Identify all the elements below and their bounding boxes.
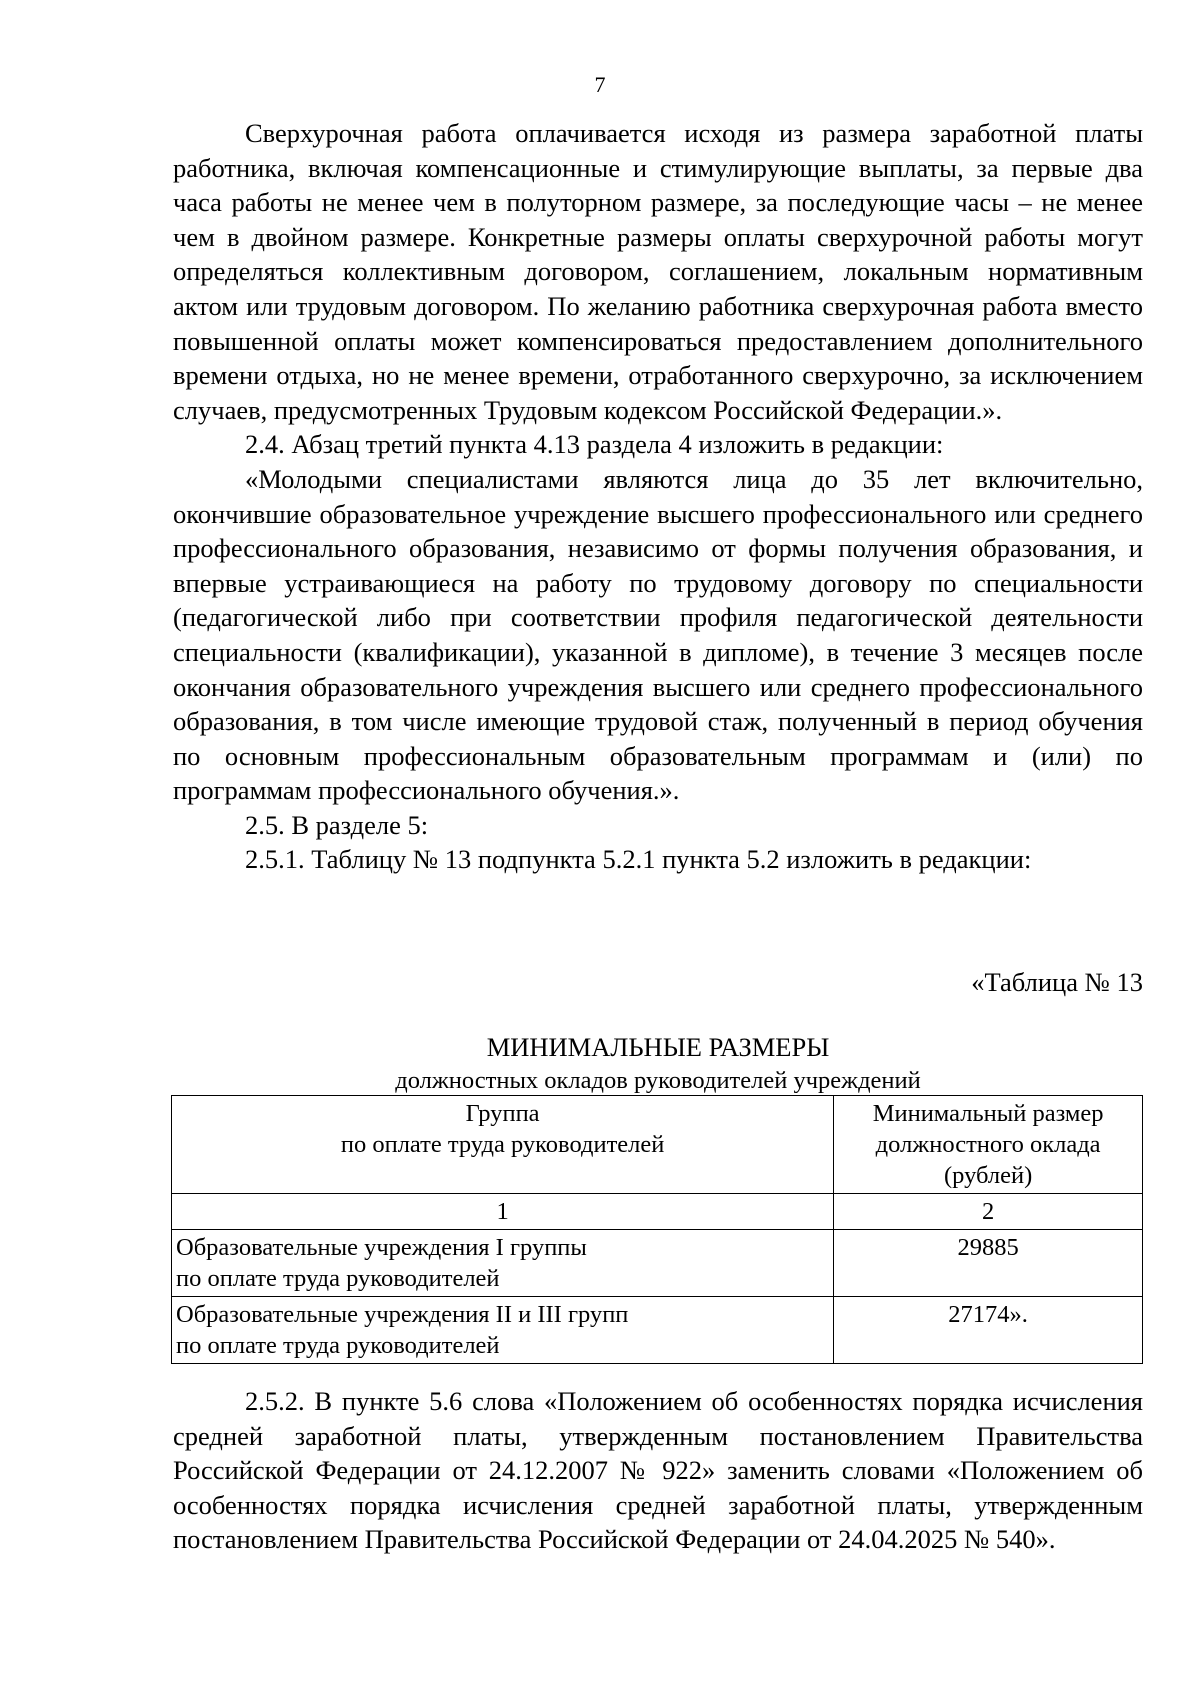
header-salary-line-3: (рублей) — [943, 1162, 1033, 1189]
group-label-line-2: по оплате труда руководителей — [176, 1332, 500, 1359]
paragraph-overtime: Сверхурочная работа оплачивается исходя из размера заработной платы работника, включая компенсационные и стимулирующие выплаты, за первые два часа работы не менее чем в полуторном размере, за последующие часы – не менее чем в двойном размере. Конкретные размеры оплаты сверхурочной работы могут определяться коллективным договором, соглашением, локальным нормативным актом или трудовым договором. По желанию работника сверхурочная работа вместо повышенной оплаты может компенсироваться предоставлением дополнительного времени отдыха, но не менее времени, отработанного сверхурочно, за исключением случаев, предусмотренных Трудовым кодексом Российской Федерации.». — [173, 118, 1143, 425]
table-reference-label: «Таблица № 13 — [971, 967, 1143, 997]
salary-table — [171, 1095, 1143, 1364]
header-salary-line-2: должностного оклада — [875, 1131, 1101, 1158]
paragraph-item-2-4: 2.4. Абзац третий пункта 4.13 раздела 4 изложить в редакции: — [245, 429, 944, 460]
header-salary-line-1: Минимальный размер — [872, 1100, 1104, 1127]
table-row — [172, 1230, 1143, 1297]
group-label-line-1: Образовательные учреждения II и III групп — [176, 1301, 629, 1328]
page-number: 7 — [594, 72, 606, 97]
group-label-line-2: по оплате труда руководителей — [176, 1265, 500, 1292]
table-header-row — [172, 1096, 1143, 1194]
salary-value-cell: 27174». — [834, 1297, 1143, 1364]
paragraph-young-specialists: «Молодыми специалистами являются лица до 35 лет включительно, окончившие образовательное учреждение высшего профессионального или среднего профессионального образования, независимо от формы получения образования, и впервые устраивающиеся на работу по трудовому договору по специальности (педагогической либо при соответствии профиля педагогической деятельности специальности (квалификации), указанной в дипломе), в течение 3 месяцев после окончания образовательного учреждения высшего или среднего профессионального образования, в том числе имеющие трудовой стаж, полученный в период обучения по основным профессиональным образовательным программам и (или) по программам профессионального обучения.». — [173, 463, 1143, 806]
table-column-numbers-row — [172, 1194, 1143, 1230]
header-group-line-1: Группа — [465, 1100, 540, 1127]
group-label-line-1: Образовательные учреждения I группы — [176, 1234, 587, 1261]
header-cell-min-salary — [834, 1096, 1143, 1194]
group-cell — [172, 1297, 834, 1364]
paragraph-item-2-5: 2.5. В разделе 5: — [245, 809, 429, 840]
body-text-bottom — [173, 1384, 1143, 1557]
paragraph-item-2-5-2: 2.5.2. В пункте 5.6 слова «Положением об особенностях порядка исчисления средней заработной платы, утвержденным постановлением Правительства Российской Федерации от 24.12.2007 № 922» заменить словами «Положением об особенностях порядка исчисления средней заработной платы, утвержденным постановлением Правительства Российской Федерации от 24.04.2025 № 540». — [173, 1386, 1143, 1555]
table-subtitle: должностных окладов руководителей учреждений — [395, 1067, 921, 1094]
column-number-1: 1 — [172, 1194, 834, 1230]
group-cell — [172, 1230, 834, 1297]
table-row — [172, 1297, 1143, 1364]
paragraph-item-2-5-1: 2.5.1. Таблицу № 13 подпункта 5.2.1 пункта 5.2 изложить в редакции: — [245, 844, 1032, 875]
body-text-top — [173, 116, 1143, 877]
header-group-line-2: по оплате труда руководителей — [340, 1131, 665, 1158]
header-cell-group — [172, 1096, 834, 1194]
column-number-2: 2 — [834, 1194, 1143, 1230]
salary-value-cell: 29885 — [834, 1230, 1143, 1297]
table-title: МИНИМАЛЬНЫЕ РАЗМЕРЫ — [486, 1032, 830, 1062]
